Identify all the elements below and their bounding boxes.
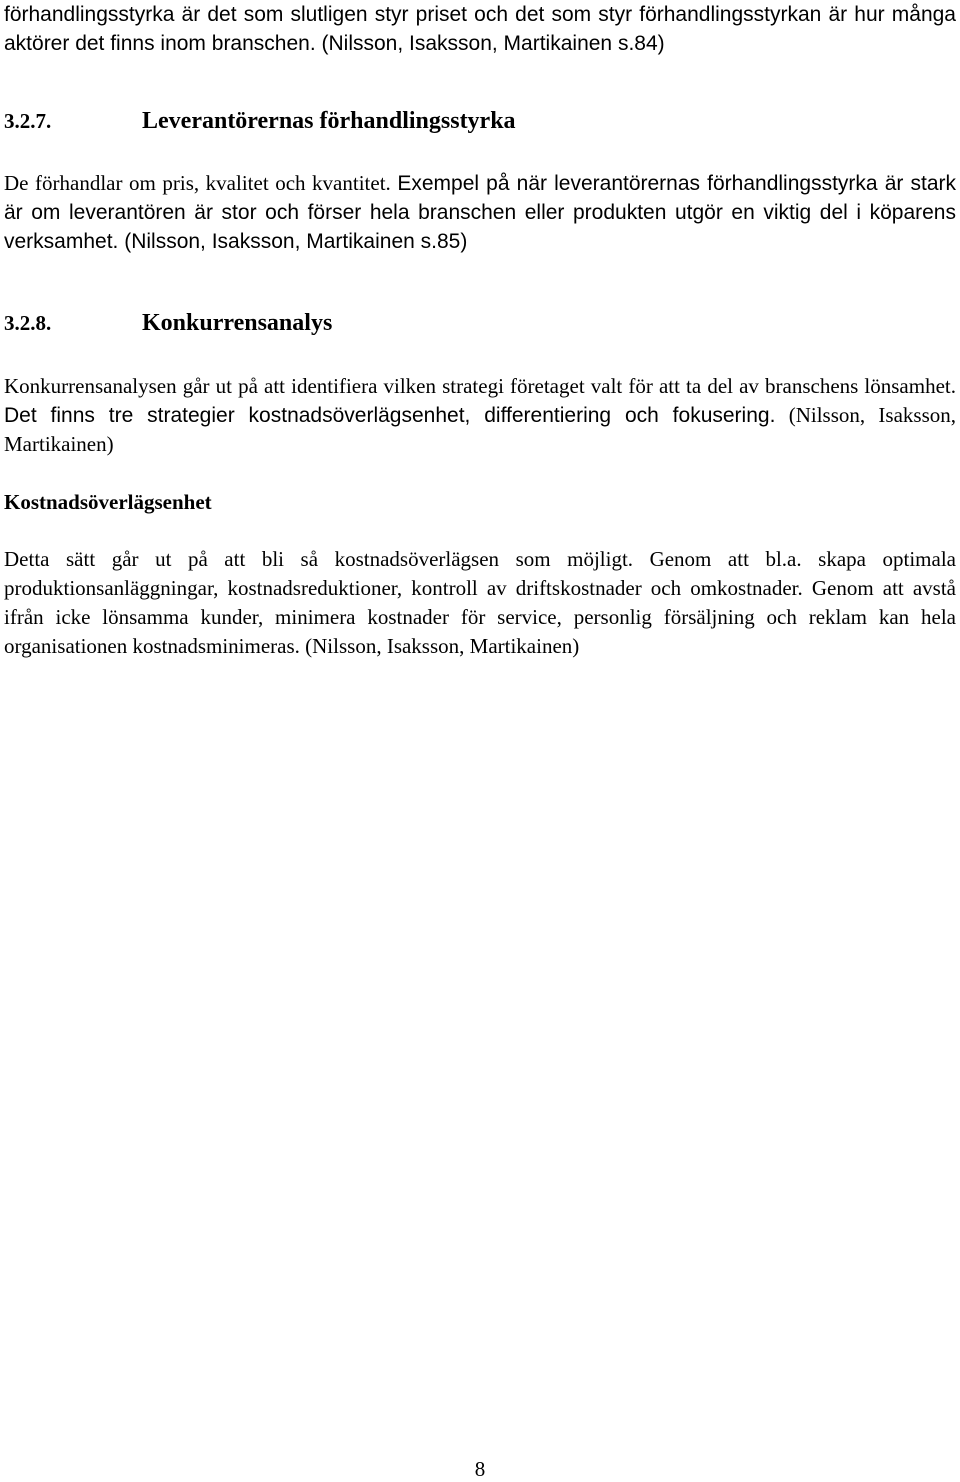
section-title: Konkurrensanalys [142, 310, 333, 336]
page-number: 8 [474, 1457, 486, 1481]
paragraph-text-sans: Det finns tre strategier kostnadsöverlägsenhet, differentiering och fokusering. [4, 404, 776, 427]
section-3-2-8-paragraph [4, 372, 956, 459]
kostnad-paragraph-block [4, 545, 956, 661]
paragraph-text-sans: Exempel på när leverantörernas förhandlingsstyrka är stark är om leverantören är stor och förser hela branschen eller produkten utgör en viktig del i köparens verksamhet. (Nilsson, Isaksson, Martikainen s.85) [4, 172, 957, 253]
section-3-2-7-paragraph-block [4, 169, 956, 256]
kostnad-heading-block [4, 488, 956, 517]
kostnad-heading: Kostnadsöverlägsenhet [4, 490, 212, 514]
paragraph-text-serif: Konkurrensanalysen går ut på att identifiera vilken strategi företaget valt för att ta del av branschens lönsamhet. [4, 374, 956, 398]
paragraph-text-serif: De förhandlar om pris, kvalitet och kvantitet. [4, 171, 391, 195]
kostnad-paragraph: Detta sätt går ut på att bli så kostnadsöverlägsen som möjligt. Genom att bl.a. skapa optimala produktionsanläggningar, kostnadsreduktioner, kontroll av driftskostnader och omkostnader. Genom att avstå ifrån icke lönsamma kunder, minimera kostnader för service, personlig försäljning och reklam kan hela organisationen kostnadsminimeras. (Nilsson, Isaksson, Martikainen) [4, 547, 956, 658]
paragraph-citation: (Nilsson, Isaksson, Martikainen) [4, 403, 957, 456]
intro-paragraph-block [4, 0, 956, 58]
section-3-2-7-paragraph [4, 169, 956, 256]
section-3-2-8-heading [4, 308, 956, 338]
document-page [4, 0, 956, 1480]
section-3-2-7-heading [4, 106, 956, 136]
section-number: 3.2.8. [4, 311, 52, 335]
intro-paragraph: förhandlingsstyrka är det som slutligen styr priset och det som styr förhandlingsstyrkan är hur många aktörer det finns inom branschen. (Nilsson, Isaksson, Martikainen s.84) [4, 3, 956, 55]
section-number: 3.2.7. [4, 109, 52, 133]
section-title: Leverantörernas förhandlingsstyrka [142, 108, 516, 134]
section-3-2-8-paragraph-block [4, 372, 956, 459]
